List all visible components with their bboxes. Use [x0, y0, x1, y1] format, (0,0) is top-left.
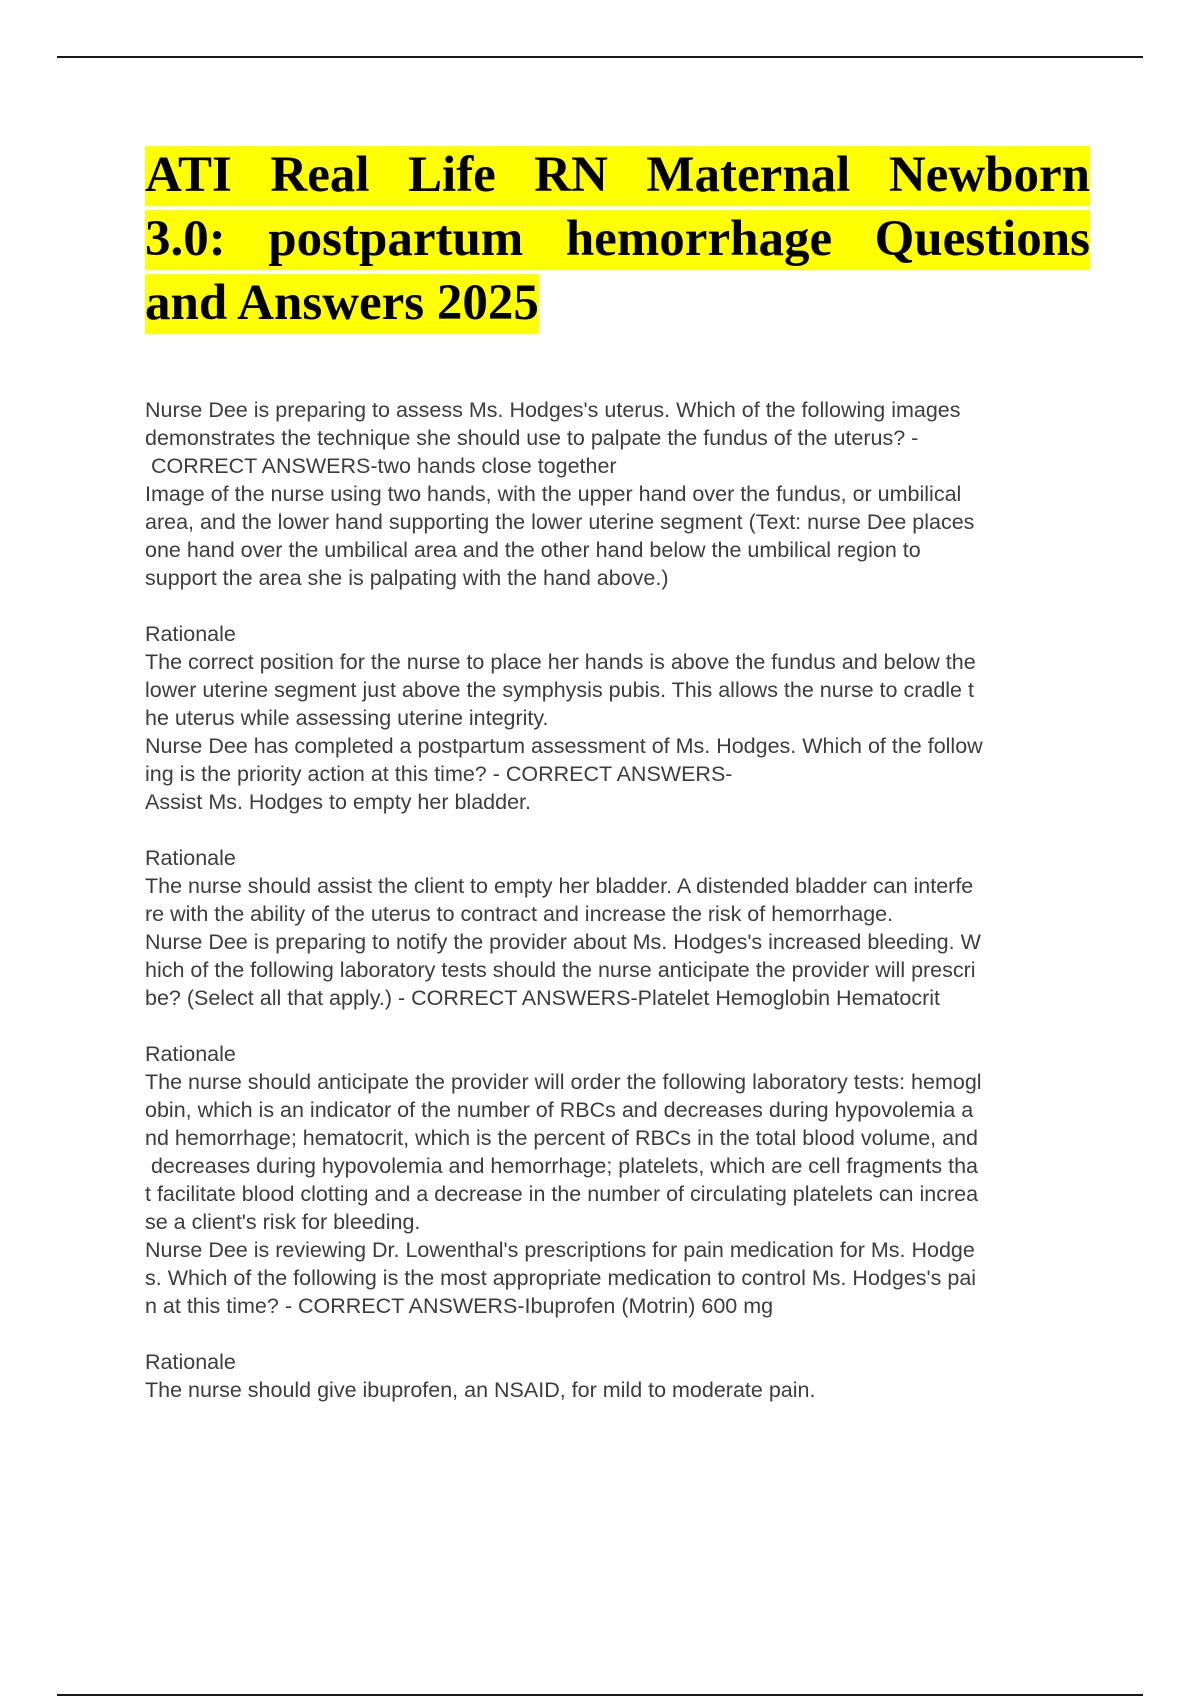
rationale-heading: Rationale: [145, 846, 236, 870]
document-title: [145, 143, 1090, 335]
title-line: and Answers 2025: [145, 271, 1090, 335]
qa-block: [145, 844, 1095, 1012]
qa-block: [145, 620, 1095, 816]
text-line: ing is the priority action at this time? - CORRECT ANSWERS-: [145, 762, 733, 786]
text-line: Image of the nurse using two hands, with the upper hand over the fundus, or umbilical: [145, 482, 962, 506]
title-line: 3.0: postpartum hemorrhage Questions: [145, 207, 1090, 271]
text-line: be? (Select all that apply.) - CORRECT ANSWERS-Platelet Hemoglobin Hematocrit: [145, 986, 940, 1010]
text-line: re with the ability of the uterus to contract and increase the risk of hemorrhage.: [145, 902, 894, 926]
text-line: Nurse Dee is preparing to notify the provider about Ms. Hodges's increased bleeding. W: [145, 930, 981, 954]
text-line: The nurse should give ibuprofen, an NSAID, for mild to moderate pain.: [145, 1378, 816, 1402]
text-line: t facilitate blood clotting and a decrease in the number of circulating platelets can increa: [145, 1182, 979, 1206]
qa-block: [145, 1348, 1095, 1404]
top-rule: [57, 56, 1143, 58]
text-line: Nurse Dee has completed a postpartum assessment of Ms. Hodges. Which of the follow: [145, 734, 983, 758]
text-line: The correct position for the nurse to place her hands is above the fundus and below the: [145, 650, 976, 674]
text-line: n at this time? - CORRECT ANSWERS-Ibuprofen (Motrin) 600 mg: [145, 1294, 774, 1318]
text-line: Nurse Dee is reviewing Dr. Lowenthal's prescriptions for pain medication for Ms. Hodge: [145, 1238, 975, 1262]
text-line: Assist Ms. Hodges to empty her bladder.: [145, 790, 531, 814]
rationale-heading: Rationale: [145, 1350, 236, 1374]
paragraph-gap: [145, 816, 1095, 844]
paragraph-gap: [145, 592, 1095, 620]
text-line: hich of the following laboratory tests should the nurse anticipate the provider will prescri: [145, 958, 976, 982]
bottom-rule: [57, 1694, 1143, 1696]
qa-block: [145, 1040, 1095, 1320]
text-line: se a client's risk for bleeding.: [145, 1210, 421, 1234]
text-line: he uterus while assessing uterine integrity.: [145, 706, 549, 730]
title-line: ATI Real Life RN Maternal Newborn: [145, 143, 1090, 207]
text-line: The nurse should anticipate the provider will order the following laboratory tests: hemogl: [145, 1070, 982, 1094]
text-line: decreases during hypovolemia and hemorrhage; platelets, which are cell fragments tha: [145, 1154, 978, 1178]
text-line: The nurse should assist the client to empty her bladder. A distended bladder can interfe: [145, 874, 974, 898]
text-line: demonstrates the technique she should use to palpate the fundus of the uterus? -: [145, 426, 919, 450]
text-line: lower uterine segment just above the symphysis pubis. This allows the nurse to cradle t: [145, 678, 974, 702]
rationale-heading: Rationale: [145, 1042, 236, 1066]
text-line: area, and the lower hand supporting the lower uterine segment (Text: nurse Dee places: [145, 510, 975, 534]
text-line: nd hemorrhage; hematocrit, which is the percent of RBCs in the total blood volume, and: [145, 1126, 978, 1150]
text-line: one hand over the umbilical area and the other hand below the umbilical region to: [145, 538, 921, 562]
paragraph-gap: [145, 1012, 1095, 1040]
rationale-heading: Rationale: [145, 622, 236, 646]
document-body: [145, 396, 1095, 1404]
text-line: Nurse Dee is preparing to assess Ms. Hodges's uterus. Which of the following images: [145, 398, 961, 422]
paragraph-gap: [145, 1320, 1095, 1348]
qa-block: [145, 396, 1095, 592]
text-line: obin, which is an indicator of the number of RBCs and decreases during hypovolemia a: [145, 1098, 974, 1122]
text-line: support the area she is palpating with the hand above.): [145, 566, 669, 590]
text-line: s. Which of the following is the most appropriate medication to control Ms. Hodges's pai: [145, 1266, 977, 1290]
text-line: CORRECT ANSWERS-two hands close together: [145, 454, 617, 478]
